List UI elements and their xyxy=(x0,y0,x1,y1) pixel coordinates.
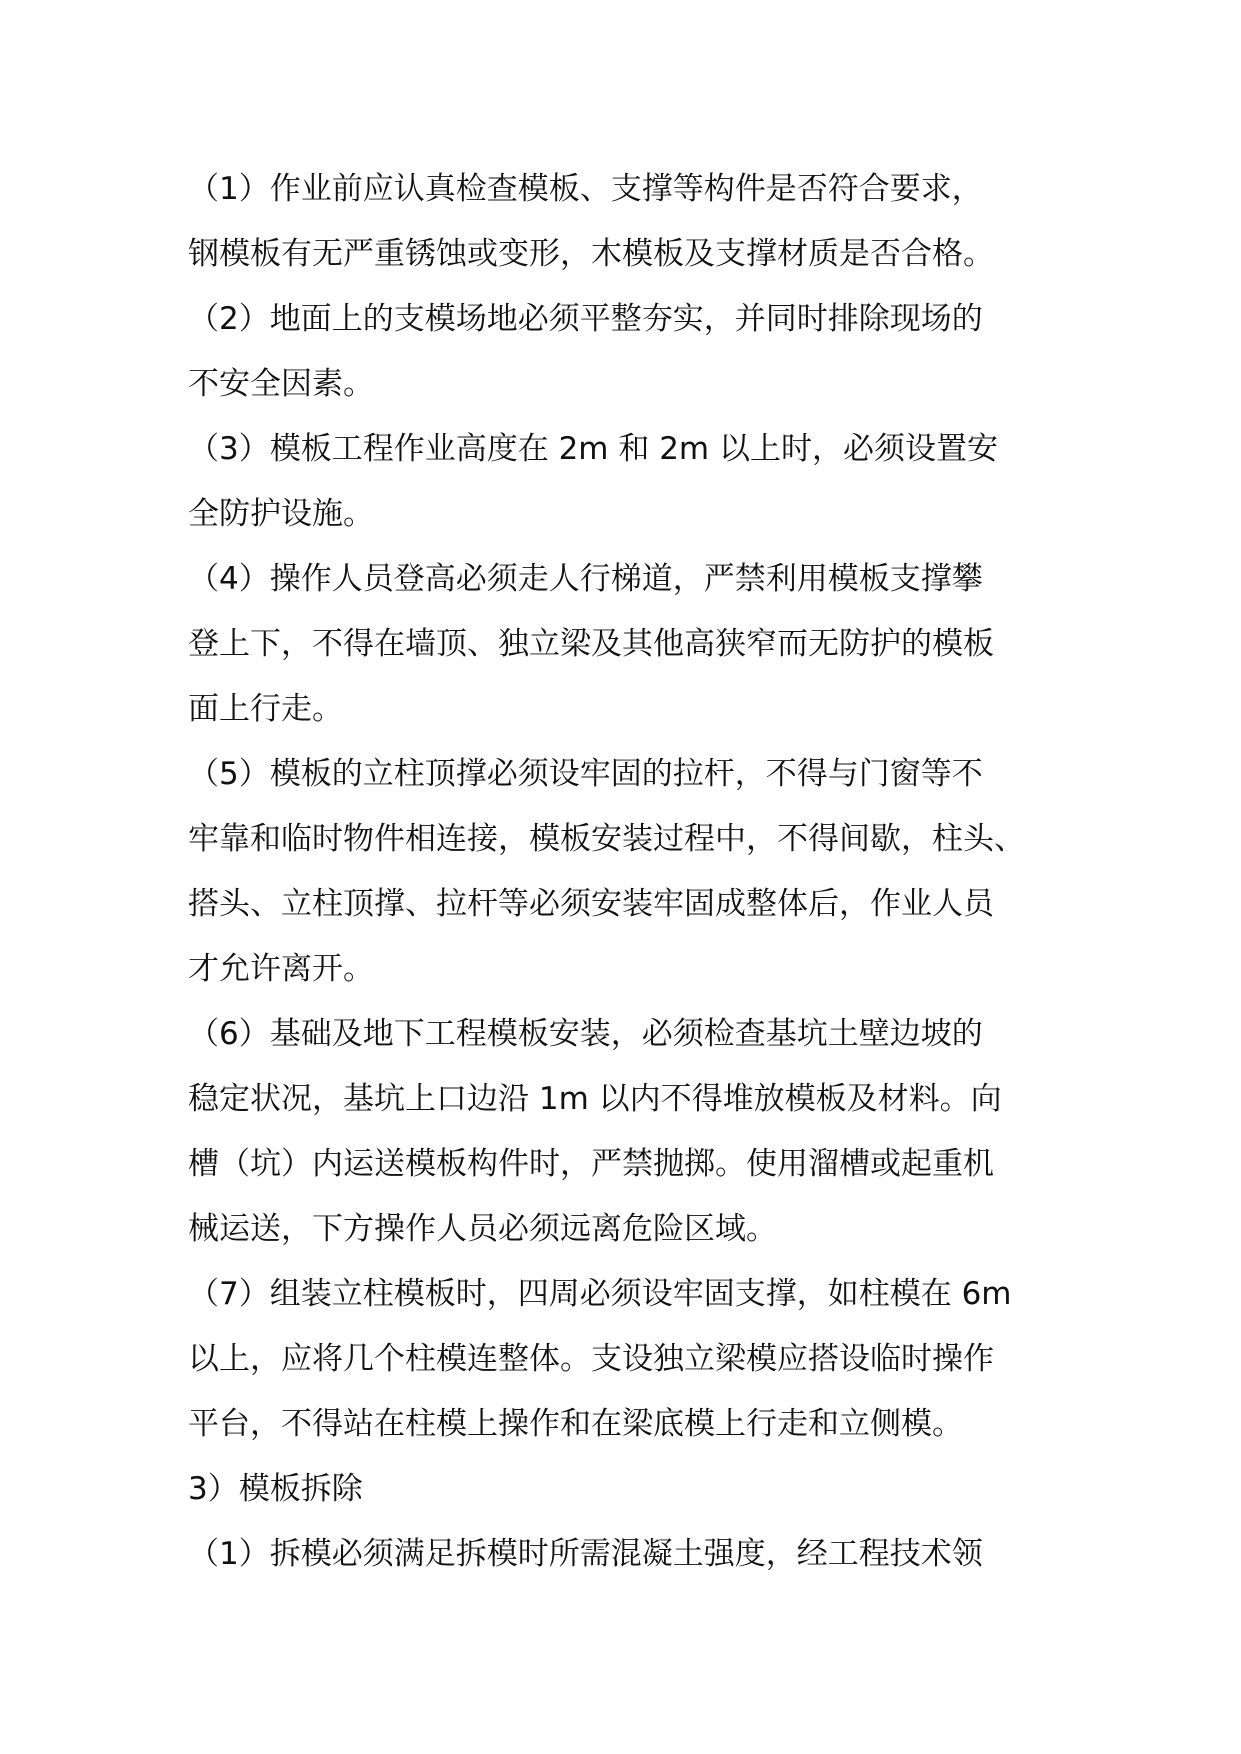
text-line: 牢靠和临时物件相连接，模板安装过程中，不得间歇，柱头、 xyxy=(188,821,1025,857)
text-line: 才允许离开。 xyxy=(188,951,374,987)
text-line: 槽（坑）内运送模板构件时，严禁抛掷。使用溜槽或起重机 xyxy=(188,1146,994,1182)
body-text xyxy=(188,157,1068,1587)
text-line: 3）模板拆除 xyxy=(188,1471,363,1507)
text-line: （1）作业前应认真检查模板、支撑等构件是否符合要求， xyxy=(188,171,983,207)
text-line: 械运送，下方操作人员必须远离危险区域。 xyxy=(188,1211,777,1247)
text-line: （6）基础及地下工程模板安装，必须检查基坑土壁边坡的 xyxy=(188,1016,983,1052)
text-line: （5）模板的立柱顶撑必须设牢固的拉杆，不得与门窗等不 xyxy=(188,756,983,792)
text-line: （4）操作人员登高必须走人行梯道，严禁利用模板支撑攀 xyxy=(188,561,983,597)
text-line: （2）地面上的支模场地必须平整夯实，并同时排除现场的 xyxy=(188,301,983,337)
text-line: 全防护设施。 xyxy=(188,496,374,532)
text-line: （7）组装立柱模板时，四周必须设牢固支撑，如柱模在 6m xyxy=(188,1276,1012,1312)
text-line: 搭头、立柱顶撑、拉杆等必须安装牢固成整体后，作业人员 xyxy=(188,886,994,922)
text-line: （1）拆模必须满足拆模时所需混凝土强度，经工程技术领 xyxy=(188,1536,983,1572)
text-line: 平台，不得站在柱模上操作和在梁底模上行走和立侧模。 xyxy=(188,1406,963,1442)
text-line: 面上行走。 xyxy=(188,691,343,727)
text-line: 钢模板有无严重锈蚀或变形，木模板及支撑材质是否合格。 xyxy=(188,236,994,272)
text-line: 登上下，不得在墙顶、独立梁及其他高狭窄而无防护的模板 xyxy=(188,626,994,662)
text-line: 以上，应将几个柱模连整体。支设独立梁模应搭设临时操作 xyxy=(188,1341,994,1377)
text-line: （3）模板工程作业高度在 2m 和 2m 以上时，必须设置安 xyxy=(188,431,998,467)
text-line: 稳定状况，基坑上口边沿 1m 以内不得堆放模板及材料。向 xyxy=(188,1081,1002,1117)
text-line: 不安全因素。 xyxy=(188,366,374,402)
